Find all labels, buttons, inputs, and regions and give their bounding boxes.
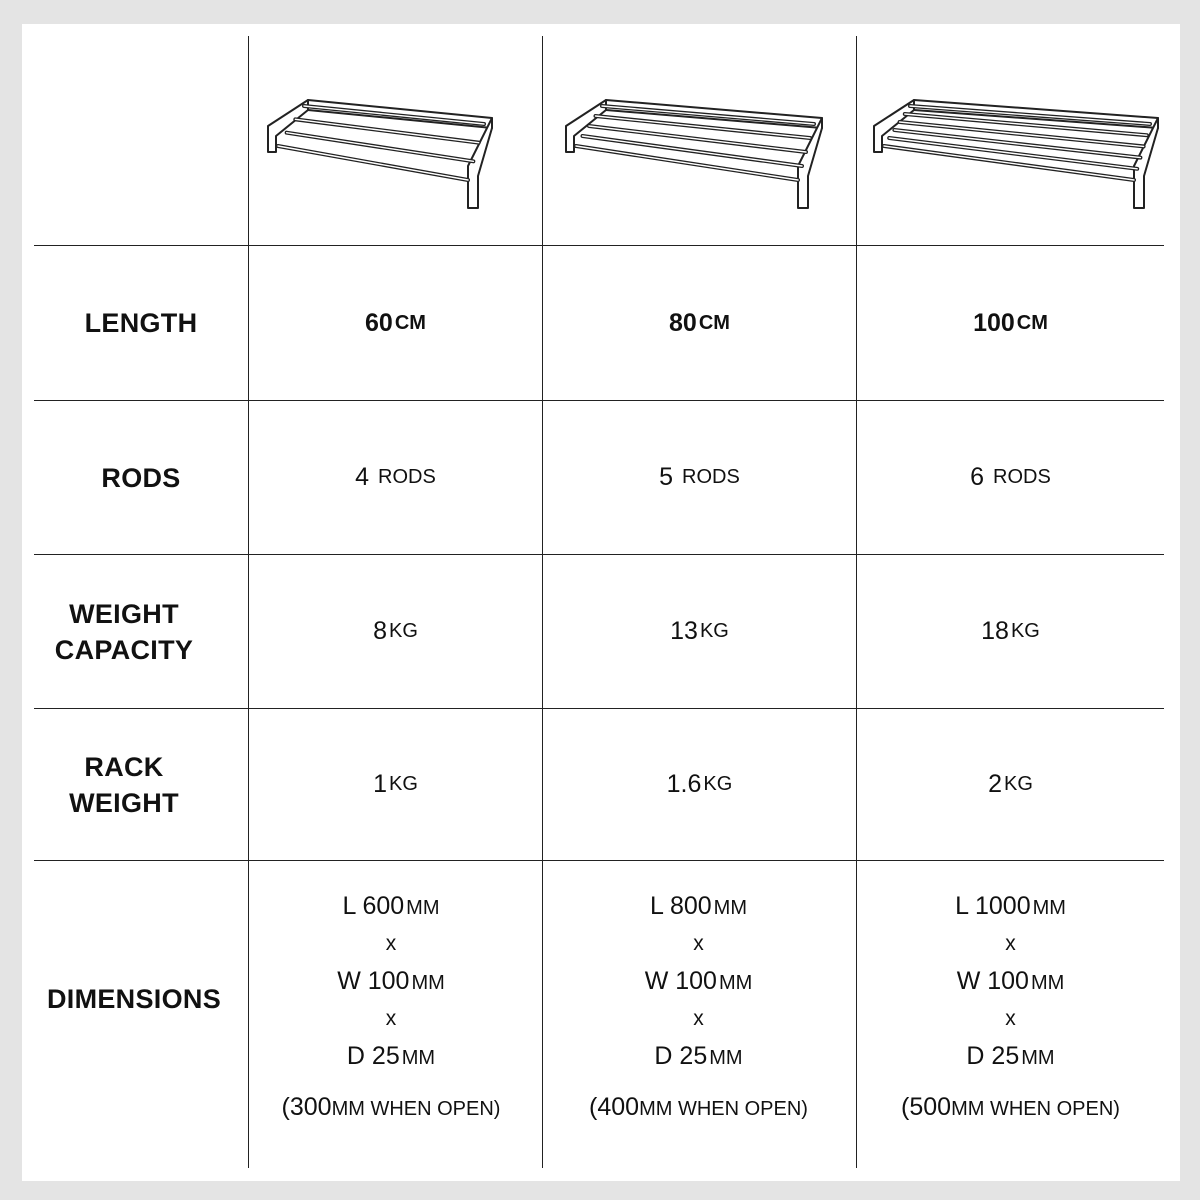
dim-length: L 600 MM bbox=[342, 892, 440, 920]
dim-depth: D 25 MM bbox=[346, 1042, 436, 1070]
dim-width: W 100 MM bbox=[337, 967, 445, 995]
drying-rack-80-icon bbox=[558, 80, 830, 215]
dim-width: W 100 MM bbox=[956, 967, 1065, 995]
dim-times: x bbox=[1005, 1007, 1016, 1030]
row-label-weight-capacity: WEIGHT CAPACITY bbox=[54, 598, 194, 665]
rack-weight-value-60: 1 KG bbox=[373, 770, 418, 798]
length-value-60: 60 CM bbox=[365, 308, 426, 337]
dim-depth: D 25 MM bbox=[654, 1042, 743, 1070]
rods-label: RODS bbox=[101, 462, 181, 493]
row-label-rack-weight: RACK WEIGHT bbox=[69, 751, 179, 818]
dim-depth: D 25 MM bbox=[966, 1042, 1055, 1070]
dim-times: x bbox=[1005, 932, 1016, 955]
drying-rack-100-icon bbox=[866, 80, 1166, 215]
dim-open-depth: (400MM WHEN OPEN) bbox=[589, 1093, 808, 1121]
rack-weight-value-80: 1.6 KG bbox=[666, 770, 733, 798]
dim-width: W 100 MM bbox=[644, 967, 753, 995]
dim-times: x bbox=[693, 1007, 704, 1030]
dim-times: x bbox=[693, 932, 704, 955]
row-label-dimensions: DIMENSIONS bbox=[46, 984, 222, 1014]
length-value-100: 100 CM bbox=[973, 308, 1048, 337]
length-value-80: 80 CM bbox=[669, 308, 730, 337]
row-label-rods bbox=[34, 401, 248, 554]
row-label-length bbox=[34, 246, 248, 400]
weight-capacity-value-60: 8 KG bbox=[373, 617, 418, 645]
rod bbox=[278, 146, 468, 180]
drying-rack-60-icon bbox=[260, 80, 500, 215]
rods-value-100: 6 RODS bbox=[970, 463, 1051, 491]
rack-weight-value-100: 2 KG bbox=[988, 770, 1033, 798]
dim-length: L 800 MM bbox=[650, 892, 747, 920]
rods-value-60: 4 RODS bbox=[355, 463, 436, 491]
dim-open-depth: (500MM WHEN OPEN) bbox=[901, 1093, 1120, 1121]
weight-capacity-value-100: 18 KG bbox=[981, 617, 1040, 645]
dimensions-value-80 bbox=[543, 888, 854, 1138]
rod bbox=[589, 126, 806, 152]
weight-capacity-value-80: 13 KG bbox=[670, 617, 729, 645]
dim-open-depth: (300MM WHEN OPEN) bbox=[281, 1093, 501, 1121]
dim-times: x bbox=[385, 1007, 397, 1030]
dim-times: x bbox=[385, 932, 397, 955]
length-label: LENGTH bbox=[84, 308, 198, 338]
dim-length: L 1000 MM bbox=[955, 892, 1066, 920]
dimensions-value-60 bbox=[249, 888, 533, 1138]
rods-value-80: 5 RODS bbox=[659, 463, 740, 491]
dimensions-value-100 bbox=[857, 888, 1164, 1138]
